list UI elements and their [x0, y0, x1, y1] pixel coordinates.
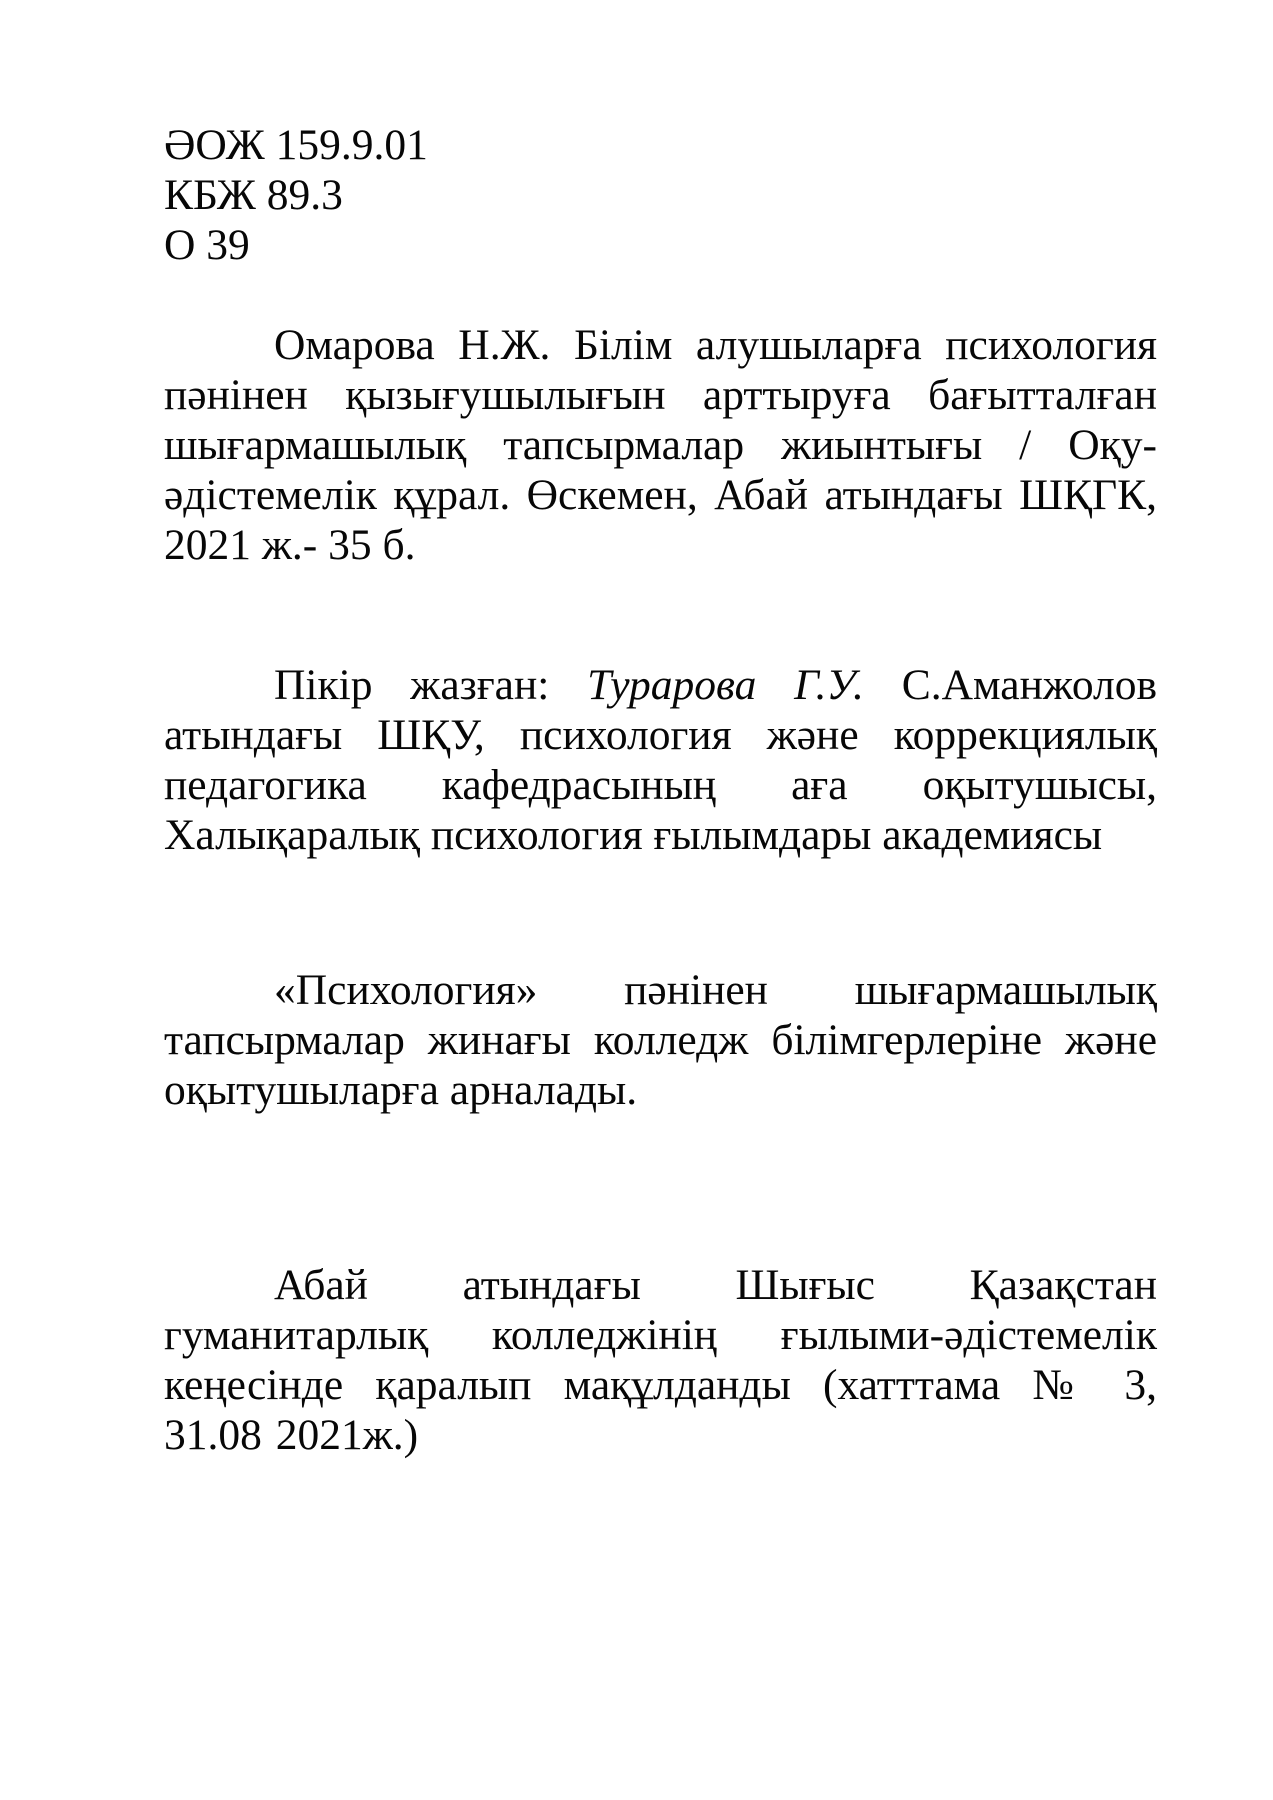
author-sign-line: О 39 — [164, 221, 250, 269]
classification-block — [164, 120, 1157, 270]
annotation-paragraph: Омарова Н.Ж. Білім алушыларға психология пәнінен қызығушылығын арттыруға бағытталған шығармашылық тапсырмалар жиынтығы / Оқу-әдістемелік құрал. Өскемен, Абай атындағы ШҚГК, 2021 ж.- 35 б. — [164, 321, 1157, 569]
audience-paragraph: «Психология» пәнінен шығармашылық тапсырмалар жинағы колледж білімгерлеріне және оқытушыларға арналады. — [164, 966, 1157, 1114]
reviewer-paragraph — [164, 660, 1157, 860]
lbc-code-line: КБЖ 89.3 — [164, 171, 343, 219]
reviewer-affiliation: С.Аманжолов атындағы ШҚУ, психология және коррекциялық педагогика кафедрасының аға оқытушысы, Халықаралық психология ғылымдары академиясы — [164, 661, 1157, 859]
reviewer-label: Пікір жазған: — [274, 661, 588, 709]
reviewer-name: Турарова Г.У. — [587, 661, 864, 709]
approval-paragraph: Абай атындағы Шығыс Қазақстан гуманитарлық колледжінің ғылыми-әдістемелік кеңесінде қаралып мақұлданды (хатттама № 3, 31.08 2021ж.) — [164, 1261, 1157, 1459]
udc-code-line: ӘОЖ 159.9.01 — [164, 121, 428, 169]
